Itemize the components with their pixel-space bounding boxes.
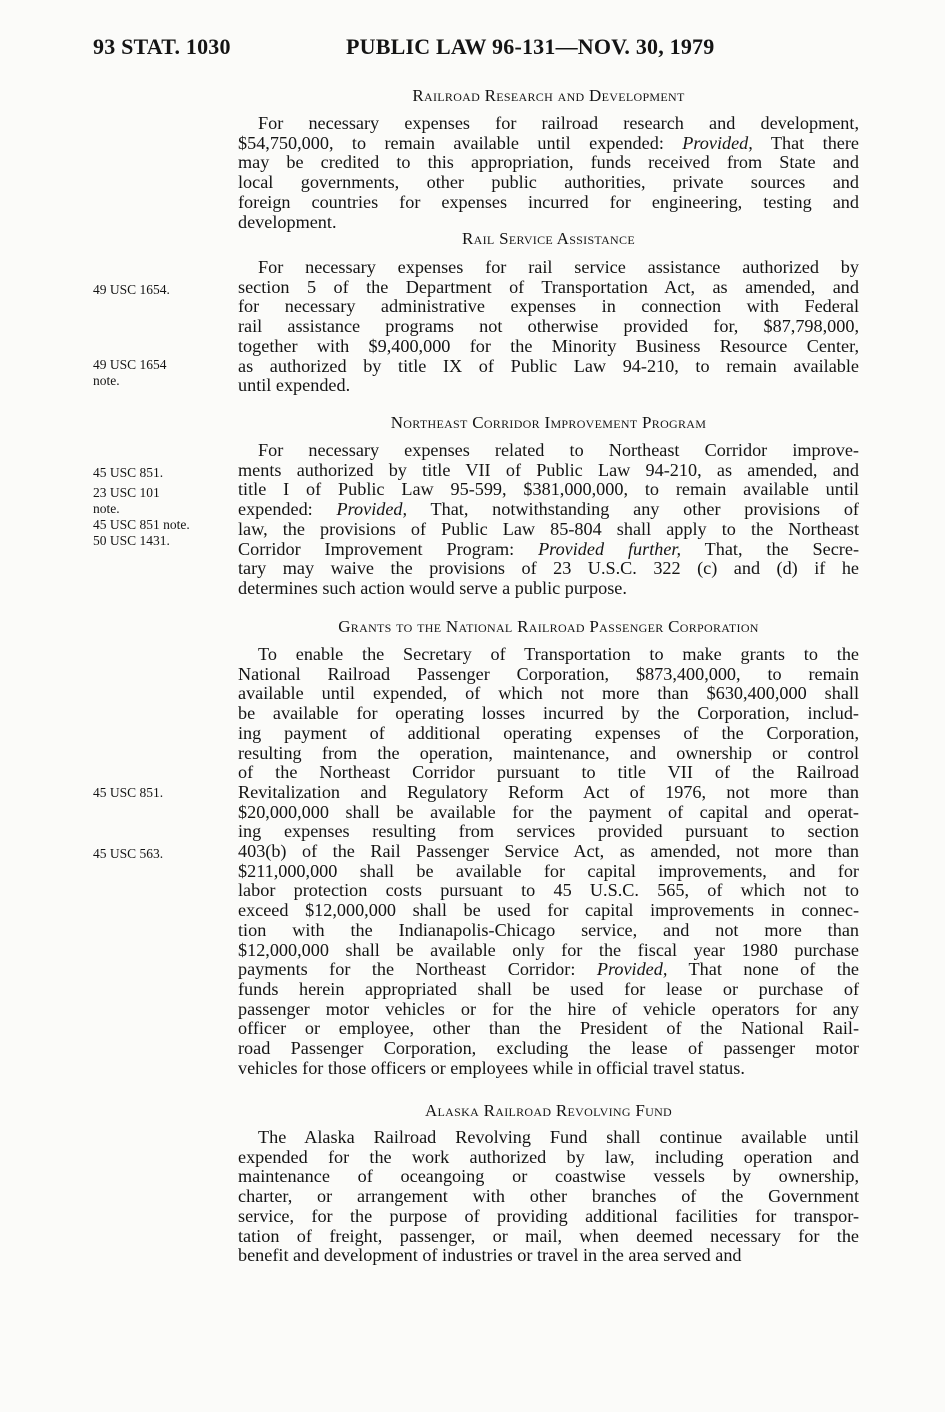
text-line: may be credited to this appropriation, funds received from State and [238,152,859,173]
text-line: vehicles for those officers or employees while in official travel status. [238,1057,745,1078]
margin-note: 23 USC 101 [93,485,160,500]
text-line: road Passenger Corporation, excluding the lease of passenger motor [238,1038,859,1059]
text-line: The Alaska Railroad Revolving Fund shall continue available until [258,1127,859,1147]
margin-note: 45 USC 563. [93,846,164,861]
text-line: until expended. [238,375,351,396]
section-title-northeast: Northeast Corridor Improvement Program [390,413,707,432]
section-title-rail-service: Rail Service Assistance [462,229,635,248]
text-line: rail assistance programs not otherwise provided for, $87,798,000, [238,316,859,337]
text-line: payments for the Northeast Corridor: Provided, That none of the [238,959,859,980]
text-line: together with $9,400,000 for the Minority Business Resource Center, [238,335,859,356]
text-line: 403(b) of the Rail Passenger Service Act, as amended, not more than [238,841,859,862]
section-title-alaska: Alaska Railroad Revolving Fund [424,1101,673,1120]
text-line: $54,750,000, to remain available until expended: Provided, That there [238,132,859,153]
text-line: labor protection costs pursuant to 45 U.S.C. 565, of which not to [238,880,859,901]
text-line: law, the provisions of Public Law 85-804 shall apply to the Northeast [238,518,859,539]
text-line: expended for the work authorized by law, including operation and [238,1146,859,1167]
text-line: be available for operating losses incurred by the Corporation, includ- [238,703,859,724]
paragraph-amtrak [238,645,859,1078]
text-line: exceed $12,000,000 shall be used for capital improvements in connec- [238,900,859,921]
text-line: of the Northeast Corridor pursuant to title VII of the Railroad [238,762,859,783]
text-line: tary may waive the provisions of 23 U.S.C. 322 (c) and (d) if he [238,558,859,579]
text-line: $211,000,000 shall be available for capital improvements, and for [238,860,859,881]
text-line: service, for the purpose of providing additional facilities for transpor- [238,1205,859,1226]
text-line: funds herein appropriated shall be used for lease or purchase of [238,978,859,999]
margin-note: note. [93,501,120,516]
page-stat-reference: 93 STAT. 1030 [93,34,231,59]
text-line: ing expenses resulting from services provided pursuant to section [238,821,859,842]
paragraph-research [238,114,859,232]
text-line: title I of Public Law 95-599, $381,000,000, to remain available until [238,479,859,500]
text-line: Corridor Improvement Program: Provided further, That, the Secre- [238,538,859,559]
text-line: determines such action would serve a public purpose. [238,577,627,598]
text-line: expended: Provided, That, notwithstanding any other provisions of [238,499,859,520]
text-line: For necessary expenses related to Northeast Corridor improve- [258,440,859,460]
margin-note: 45 USC 851. [93,465,164,480]
text-line: For necessary expenses for rail service assistance authorized by [258,257,859,277]
text-line: available until expended, of which not more than $630,400,000 shall [238,683,859,704]
margin-note: 45 USC 851 note. [93,517,190,532]
text-line: charter, or arrangement with other branches of the Government [238,1186,859,1207]
text-line: section 5 of the Department of Transportation Act, as amended, and [238,276,859,297]
text-line: National Railroad Passenger Corporation, $873,400,000, to remain [238,663,859,684]
text-line: development. [238,211,337,232]
text-line: For necessary expenses for railroad research and development, [258,113,859,133]
page-title: PUBLIC LAW 96-131—NOV. 30, 1979 [346,34,715,59]
text-line: as authorized by title IX of Public Law 94-210, to remain available [238,355,859,376]
text-line: $20,000,000 shall be available for the payment of capital and operat- [238,801,859,822]
text-line: maintenance of oceangoing or coastwise vessels by ownership, [238,1166,859,1187]
text-line: $12,000,000 shall be available only for the fiscal year 1980 purchase [238,939,859,960]
text-line: benefit and development of industries or travel in the area served and [238,1245,742,1266]
text-line: foreign countries for expenses incurred for engineering, testing and [238,191,859,212]
paragraph-rail-service [238,258,859,396]
margin-note: note. [93,373,120,388]
text-line: for necessary administrative expenses in connection with Federal [238,296,859,317]
text-line: passenger motor vehicles or for the hire of vehicle operators for any [238,998,859,1019]
margin-note: 50 USC 1431. [93,533,170,548]
margin-note: 49 USC 1654. [93,282,170,297]
section-title-amtrak: Grants to the National Railroad Passenger Corporation [338,617,759,636]
text-line: ing payment of additional operating expenses of the Corporation, [238,722,859,743]
text-line: tion with the Indianapolis-Chicago service, and not more than [238,919,859,940]
text-line: local governments, other public authorities, private sources and [238,172,859,193]
text-line: ments authorized by title VII of Public Law 94-210, as amended, and [238,459,859,480]
text-line: Revitalization and Regulatory Reform Act of 1976, not more than [238,781,859,802]
margin-note: 45 USC 851. [93,785,164,800]
text-line: resulting from the operation, maintenance, and ownership or control [238,742,859,763]
paragraph-alaska [238,1128,859,1266]
paragraph-northeast [238,441,859,599]
text-line: officer or employee, other than the President of the National Rail- [238,1018,859,1039]
margin-note: 49 USC 1654 [93,357,167,372]
text-line: tation of freight, passenger, or mail, when deemed necessary for the [238,1225,859,1246]
section-title-research: Railroad Research and Development [412,86,685,105]
text-line: To enable the Secretary of Transportation to make grants to the [258,644,859,664]
